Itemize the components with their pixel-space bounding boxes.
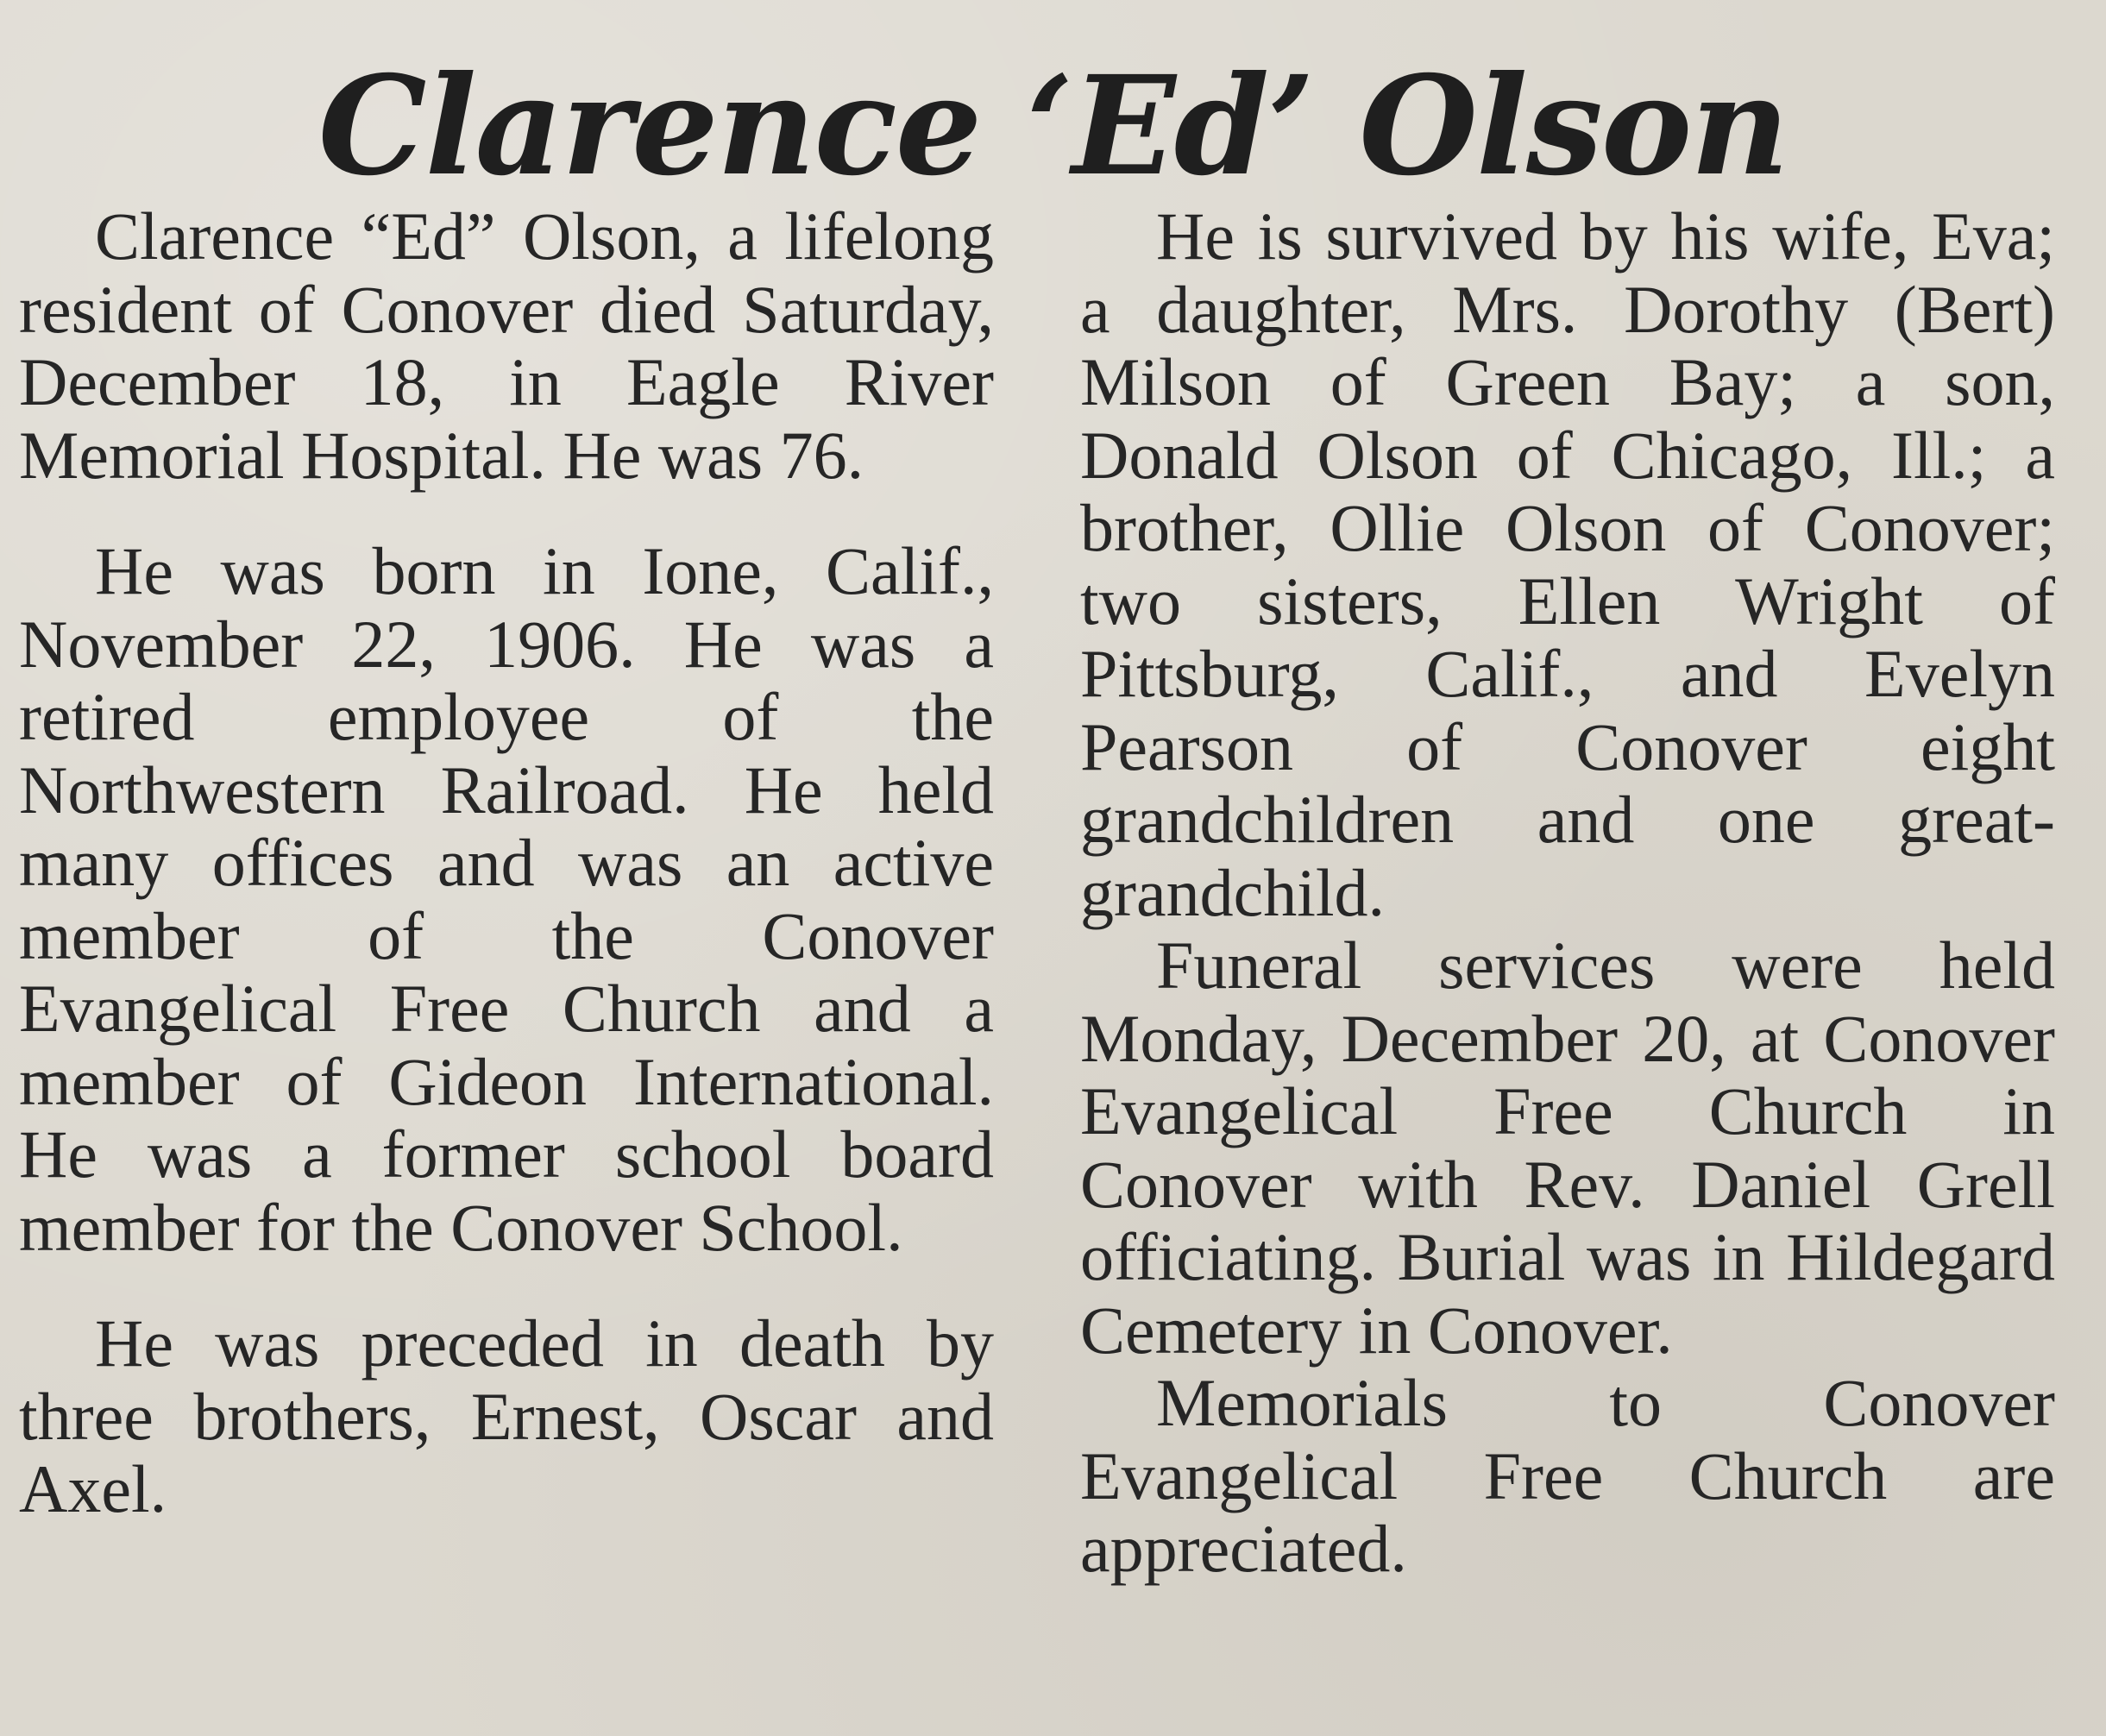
paragraph-memorials: Memorials to Conover Evangelical Free Church are appreciated. bbox=[1080, 1365, 2055, 1586]
paragraph-death-notice: Clarence “Ed” Olson, a lifelong resident of Conover died Saturday, December 18, in Eagle River Memorial Hospital. He was 76. bbox=[19, 198, 994, 493]
paragraph-preceded-in-death: He was preceded in death by three brothers, Ernest, Oscar and Axel. bbox=[19, 1305, 994, 1526]
obituary-headline: Clarence ‘Ed’ Olson bbox=[317, 47, 1789, 206]
left-column bbox=[19, 200, 994, 1526]
paragraph-biography: He was born in Ione, Calif., November 22, 1906. He was a retired employee of the Northwestern Railroad. He held many offices and was an active member of the Conover Evangelical Free Church and a member of Gideon International. He was a former school board member for the Conover School. bbox=[19, 533, 994, 1265]
paragraph-survivors: He is survived by his wife, Eva; a daughter, Mrs. Dorothy (Bert) Milson of Green Bay; a son, Donald Olson of Chicago, Ill.; a brother, Ollie Olson of Conover; two sisters, Ellen Wright of Pittsburg, Calif., and Evelyn Pearson of Conover eight grandchildren and one great-grandchild. bbox=[1080, 198, 2055, 930]
right-column bbox=[1080, 200, 2055, 1586]
paragraph-funeral-services: Funeral services were held Monday, December 20, at Conover Evangelical Free Church in Conover with Rev. Daniel Grell officiating. Burial was in Hildegard Cemetery in Conover. bbox=[1080, 928, 2055, 1368]
